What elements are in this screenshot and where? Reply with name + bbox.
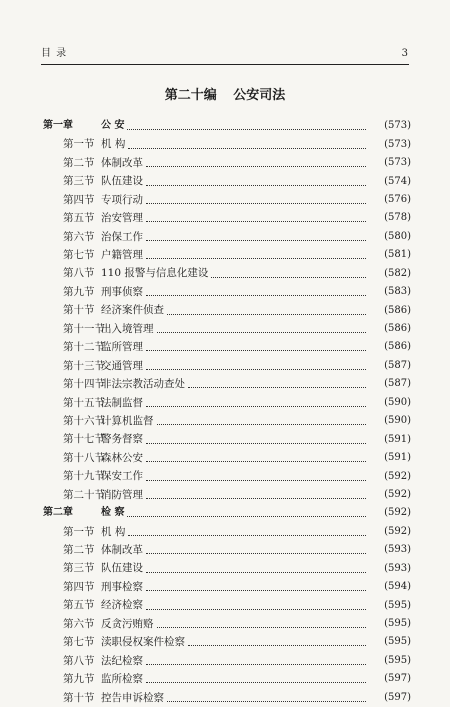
toc-entry-page: (573) <box>384 157 411 169</box>
toc-entry-title: 消防管理 <box>101 488 143 501</box>
toc-entry-title: 刑事检察 <box>101 580 143 593</box>
toc-chapter-row <box>43 504 411 522</box>
toc-entry-number: 第十节 <box>63 304 95 317</box>
toc-entry-number: 第五节 <box>63 212 95 225</box>
dot-leader <box>127 515 366 517</box>
toc-entry-number: 第一节 <box>63 138 95 151</box>
toc-chapter-row <box>43 117 411 135</box>
dot-leader <box>146 239 366 241</box>
toc-section-row <box>43 357 411 375</box>
toc-entry-number: 第四节 <box>63 580 95 593</box>
toc-section-row <box>43 486 411 504</box>
toc-entry-title: 经济案件侦查 <box>101 304 164 317</box>
toc-section-row <box>43 209 411 227</box>
toc-section-row <box>43 467 411 485</box>
toc-entry-number: 第八节 <box>63 267 95 280</box>
toc-section-row <box>43 246 411 264</box>
dot-leader <box>146 497 366 499</box>
toc-entry-page: (580) <box>384 230 411 242</box>
part-name: 公安司法 <box>233 88 286 103</box>
toc-entry-title: 计算机监督 <box>101 414 154 427</box>
toc-entry-number: 第二节 <box>63 544 95 557</box>
toc-entry-page: (597) <box>384 691 411 703</box>
toc-entry-number: 第四节 <box>63 193 95 206</box>
toc-section-row <box>43 320 411 338</box>
toc-section-row <box>43 670 411 688</box>
dot-leader <box>188 386 366 388</box>
toc-entry-title: 公 安 <box>101 120 125 132</box>
dot-leader <box>146 460 366 462</box>
toc-entry-number: 第九节 <box>63 673 95 686</box>
dot-leader <box>157 626 367 628</box>
toc-entry-title: 110 报警与信息化建设 <box>101 267 209 280</box>
toc-entry-page: (595) <box>384 654 411 666</box>
toc-entry-page: (576) <box>384 193 411 205</box>
toc-entry-title: 刑事侦察 <box>101 285 143 298</box>
toc-section-row <box>43 578 411 596</box>
toc-entry-page: (595) <box>384 636 411 648</box>
toc-entry-number: 第六节 <box>63 230 95 243</box>
toc-entry-title: 控告申诉检察 <box>101 691 164 704</box>
toc-entry-number: 第二十节 <box>63 488 105 501</box>
dot-leader <box>167 313 366 315</box>
toc-section-row <box>43 394 411 412</box>
toc-section-row <box>43 560 411 578</box>
toc-entry-title: 体制改革 <box>101 156 143 169</box>
toc-entry-page: (595) <box>384 599 411 611</box>
toc-entry-title: 森林公安 <box>101 451 143 464</box>
toc-entry-page: (591) <box>384 433 411 445</box>
dot-leader <box>146 571 366 573</box>
toc-entry-title: 监所检察 <box>101 673 143 686</box>
toc-section-row <box>43 172 411 190</box>
header-title: 目 录 <box>41 48 68 59</box>
toc-entry-number: 第十三节 <box>63 359 105 372</box>
dot-leader <box>146 220 366 222</box>
toc-entry-page: (592) <box>384 525 411 537</box>
toc-entry-title: 保安工作 <box>101 470 143 483</box>
table-of-contents <box>43 117 411 707</box>
toc-entry-page: (586) <box>384 323 411 335</box>
toc-entry-number: 第十九节 <box>63 470 105 483</box>
toc-entry-title: 渎职侵权案件检察 <box>101 636 185 649</box>
toc-entry-number: 第二节 <box>63 156 95 169</box>
toc-section-row <box>43 338 411 356</box>
dot-leader <box>146 589 366 591</box>
running-header <box>41 44 409 59</box>
toc-entry-number: 第十节 <box>63 691 95 704</box>
toc-entry-number: 第九节 <box>63 285 95 298</box>
toc-entry-title: 队伍建设 <box>101 562 143 575</box>
toc-entry-number: 第五节 <box>63 599 95 612</box>
toc-section-row <box>43 615 411 633</box>
toc-entry-title: 反贪污贿赂 <box>101 617 154 630</box>
dot-leader <box>146 663 366 665</box>
toc-entry-page: (592) <box>384 470 411 482</box>
toc-section-row <box>43 154 411 172</box>
toc-entry-page: (583) <box>384 286 411 298</box>
dot-leader <box>157 423 367 425</box>
toc-entry-number: 第七节 <box>63 636 95 649</box>
toc-entry-page: (590) <box>384 415 411 427</box>
toc-entry-page: (593) <box>384 562 411 574</box>
toc-entry-title: 法制监督 <box>101 396 143 409</box>
toc-entry-number: 第七节 <box>63 249 95 262</box>
toc-entry-page: (586) <box>384 304 411 316</box>
toc-entry-title: 检 察 <box>101 507 125 519</box>
dot-leader <box>146 442 366 444</box>
toc-entry-page: (586) <box>384 341 411 353</box>
toc-entry-page: (597) <box>384 673 411 685</box>
toc-entry-page: (592) <box>384 507 411 519</box>
toc-entry-number: 第三节 <box>63 562 95 575</box>
toc-entry-title: 体制改革 <box>101 544 143 557</box>
toc-entry-page: (593) <box>384 544 411 556</box>
dot-leader <box>146 552 366 554</box>
toc-entry-page: (582) <box>384 267 411 279</box>
dot-leader <box>211 276 366 278</box>
header-rule <box>41 64 409 65</box>
toc-section-row <box>43 283 411 301</box>
dot-leader <box>146 294 366 296</box>
toc-entry-page: (592) <box>384 488 411 500</box>
toc-entry-title: 交通管理 <box>101 359 143 372</box>
toc-entry-number: 第六节 <box>63 617 95 630</box>
toc-entry-title: 户籍管理 <box>101 249 143 262</box>
toc-entry-page: (590) <box>384 396 411 408</box>
toc-entry-title: 非法宗教活动查处 <box>101 378 185 391</box>
toc-entry-page: (595) <box>384 618 411 630</box>
toc-entry-title: 治保工作 <box>101 230 143 243</box>
toc-section-row <box>43 689 411 707</box>
toc-entry-number: 第三节 <box>63 175 95 188</box>
toc-entry-title: 经济检察 <box>101 599 143 612</box>
toc-section-row <box>43 228 411 246</box>
toc-entry-page: (587) <box>384 378 411 390</box>
toc-section-row <box>43 135 411 153</box>
part-title <box>0 84 450 103</box>
toc-entry-title: 治安管理 <box>101 212 143 225</box>
dot-leader <box>146 165 366 167</box>
toc-section-row <box>43 523 411 541</box>
toc-entry-number: 第八节 <box>63 654 95 667</box>
toc-entry-title: 专项行动 <box>101 193 143 206</box>
toc-section-row <box>43 301 411 319</box>
dot-leader <box>128 534 366 536</box>
dot-leader <box>146 349 366 351</box>
dot-leader <box>146 368 366 370</box>
toc-section-row <box>43 633 411 651</box>
toc-entry-title: 警务督察 <box>101 433 143 446</box>
toc-entry-number: 第十六节 <box>63 414 105 427</box>
toc-entry-number: 第十八节 <box>63 451 105 464</box>
toc-entry-number: 第十七节 <box>63 433 105 446</box>
toc-entry-title: 法纪检察 <box>101 654 143 667</box>
dot-leader <box>167 700 366 702</box>
dot-leader <box>146 608 366 610</box>
dot-leader <box>127 128 366 130</box>
toc-entry-page: (573) <box>384 120 411 132</box>
toc-entry-number: 第十四节 <box>63 378 105 391</box>
toc-entry-page: (587) <box>384 359 411 371</box>
toc-section-row <box>43 541 411 559</box>
dot-leader <box>146 184 366 186</box>
dot-leader <box>146 202 366 204</box>
toc-entry-page: (591) <box>384 452 411 464</box>
dot-leader <box>146 405 366 407</box>
toc-entry-number: 第一章 <box>43 120 73 132</box>
toc-entry-page: (573) <box>384 138 411 150</box>
toc-entry-page: (578) <box>384 212 411 224</box>
toc-entry-title: 机 构 <box>101 525 126 538</box>
toc-entry-page: (574) <box>384 175 411 187</box>
header-page-number: 3 <box>401 48 409 59</box>
toc-section-row <box>43 449 411 467</box>
dot-leader <box>146 479 366 481</box>
toc-entry-number: 第十五节 <box>63 396 105 409</box>
toc-entry-page: (581) <box>384 249 411 261</box>
toc-entry-title: 队伍建设 <box>101 175 143 188</box>
toc-section-row <box>43 596 411 614</box>
toc-entry-title: 出入境管理 <box>101 322 154 335</box>
toc-section-row <box>43 412 411 430</box>
toc-entry-page: (594) <box>384 581 411 593</box>
toc-entry-number: 第十二节 <box>63 341 105 354</box>
dot-leader <box>157 331 367 333</box>
toc-section-row <box>43 191 411 209</box>
toc-section-row <box>43 375 411 393</box>
dot-leader <box>146 257 366 259</box>
toc-section-row <box>43 430 411 448</box>
toc-entry-title: 监所管理 <box>101 341 143 354</box>
dot-leader <box>128 147 366 149</box>
dot-leader <box>146 681 366 683</box>
toc-entry-number: 第十一节 <box>63 322 105 335</box>
toc-entry-title: 机 构 <box>101 138 126 151</box>
part-label: 第二十编 <box>164 88 217 103</box>
dot-leader <box>188 644 366 646</box>
toc-section-row <box>43 265 411 283</box>
toc-entry-number: 第一节 <box>63 525 95 538</box>
toc-section-row <box>43 652 411 670</box>
toc-entry-number: 第二章 <box>43 507 73 519</box>
